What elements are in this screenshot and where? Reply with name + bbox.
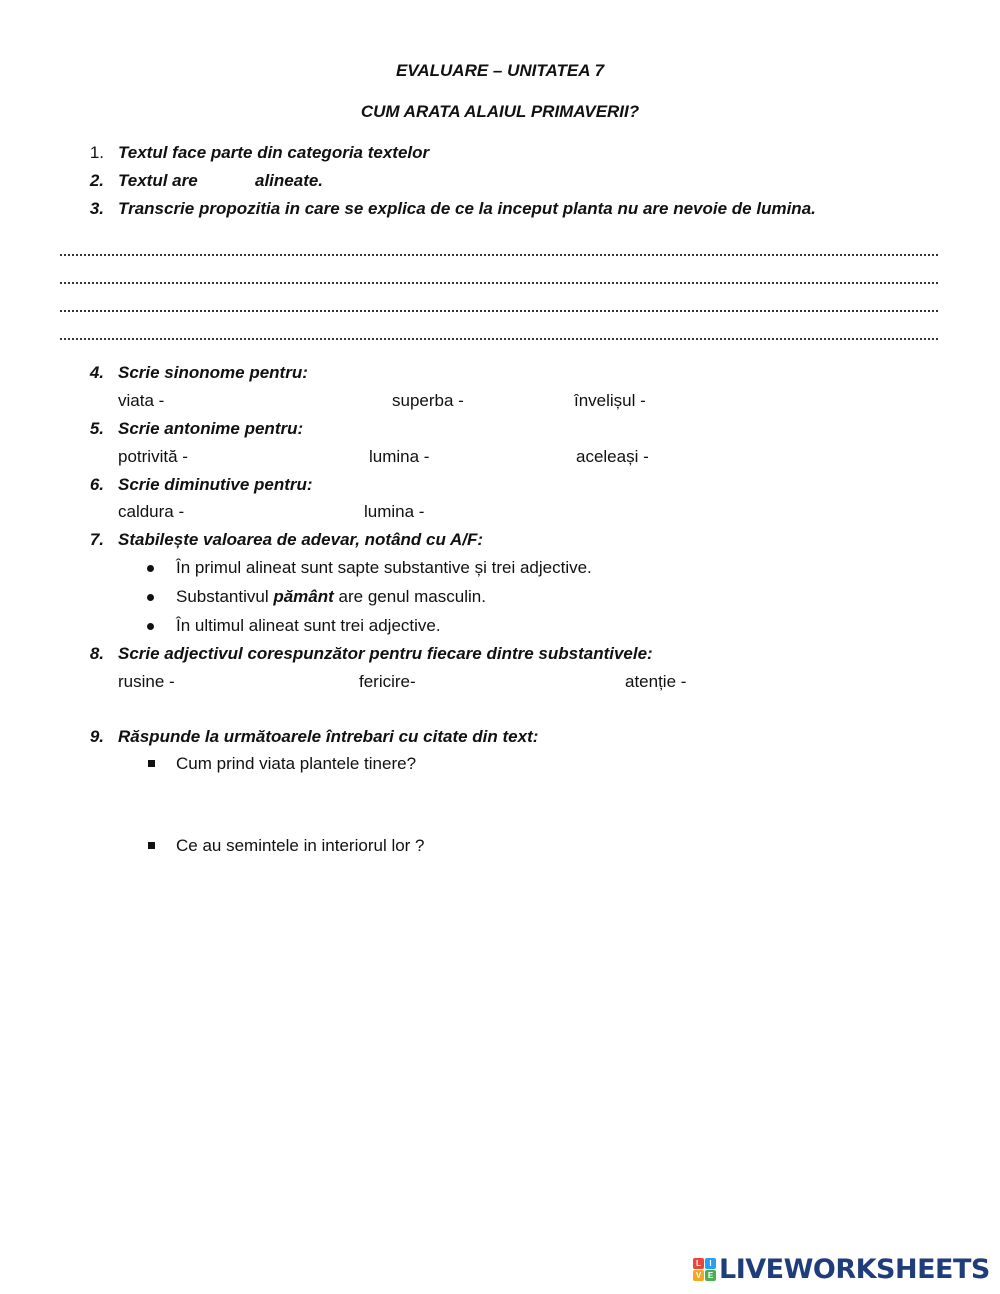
- statement-item: În primul alineat sunt sapte substantive și trei adjective.: [176, 558, 592, 577]
- logo-letter: I: [705, 1258, 716, 1269]
- word-prompt: potrivită -: [118, 447, 188, 466]
- question-number: 4.: [89, 363, 104, 382]
- statement-text: Substantivul: [176, 587, 274, 606]
- question-number: 1.: [89, 143, 104, 162]
- question-5-text: Scrie antonime pentru:: [118, 419, 304, 438]
- question-7-text: Stabilește valoarea de adevar, notând cu A/F:: [118, 530, 483, 549]
- question-number: 6.: [89, 475, 104, 494]
- question-number: 9.: [89, 727, 104, 746]
- question-2-text-b: alineate.: [255, 171, 324, 190]
- logo-letter: V: [693, 1270, 704, 1281]
- question-3-text: Transcrie propozitia in care se explica de ce la inceput planta nu are nevoie de lumina.: [118, 199, 816, 218]
- question-item: Cum prind viata plantele tinere?: [176, 754, 417, 773]
- question-9-text: Răspunde la următoarele întrebari cu citate din text:: [118, 727, 539, 746]
- question-number: 2.: [89, 171, 104, 190]
- statement-item: În ultimul alineat sunt trei adjective.: [176, 616, 441, 635]
- answer-line[interactable]: [60, 308, 938, 312]
- answer-line[interactable]: [60, 336, 938, 340]
- bullet-icon: [147, 594, 154, 601]
- question-number: 5.: [89, 419, 104, 438]
- square-bullet-icon: [148, 842, 155, 849]
- logo-letter: E: [705, 1270, 716, 1281]
- question-6-text: Scrie diminutive pentru:: [118, 475, 313, 494]
- question-item: Ce au semintele in interiorul lor ?: [176, 836, 425, 855]
- liveworksheets-logo[interactable]: [693, 1255, 990, 1283]
- answer-line[interactable]: [60, 280, 938, 284]
- bullet-icon: [147, 623, 154, 630]
- word-prompt: aceleași -: [576, 447, 649, 466]
- question-number: 8.: [89, 644, 104, 663]
- answer-line[interactable]: [60, 252, 938, 256]
- question-4-text: Scrie sinonome pentru:: [118, 363, 308, 382]
- question-number: 7.: [89, 530, 104, 549]
- logo-letter: L: [693, 1258, 704, 1269]
- page-subtitle: CUM ARATA ALAIUL PRIMAVERII?: [360, 102, 640, 121]
- word-prompt: viata -: [118, 391, 165, 410]
- word-prompt: lumina -: [364, 502, 425, 521]
- word-prompt: rusine -: [118, 672, 175, 691]
- word-prompt: lumina -: [369, 447, 430, 466]
- liveworksheets-logo-icon: [693, 1258, 716, 1281]
- question-1-text: Textul face parte din categoria textelor: [118, 143, 430, 162]
- word-prompt: superba -: [392, 391, 464, 410]
- question-8-text: Scrie adjectivul corespunzător pentru fiecare dintre substantivele:: [118, 644, 653, 663]
- square-bullet-icon: [148, 760, 155, 767]
- word-prompt: atenție -: [625, 672, 687, 691]
- page-title: EVALUARE – UNITATEA 7: [395, 61, 605, 80]
- word-prompt: caldura -: [118, 502, 185, 521]
- word-prompt: fericire-: [359, 672, 416, 691]
- statement-text: are genul masculin.: [333, 587, 486, 606]
- logo-text: LIVEWORKSHEETS: [719, 1253, 990, 1285]
- statement-emphasis: pământ: [273, 587, 334, 606]
- word-prompt: învelișul -: [574, 391, 646, 410]
- question-2-text-a: Textul are: [118, 171, 198, 190]
- bullet-icon: [147, 565, 154, 572]
- question-number: 3.: [89, 199, 104, 218]
- statement-item: [176, 587, 486, 607]
